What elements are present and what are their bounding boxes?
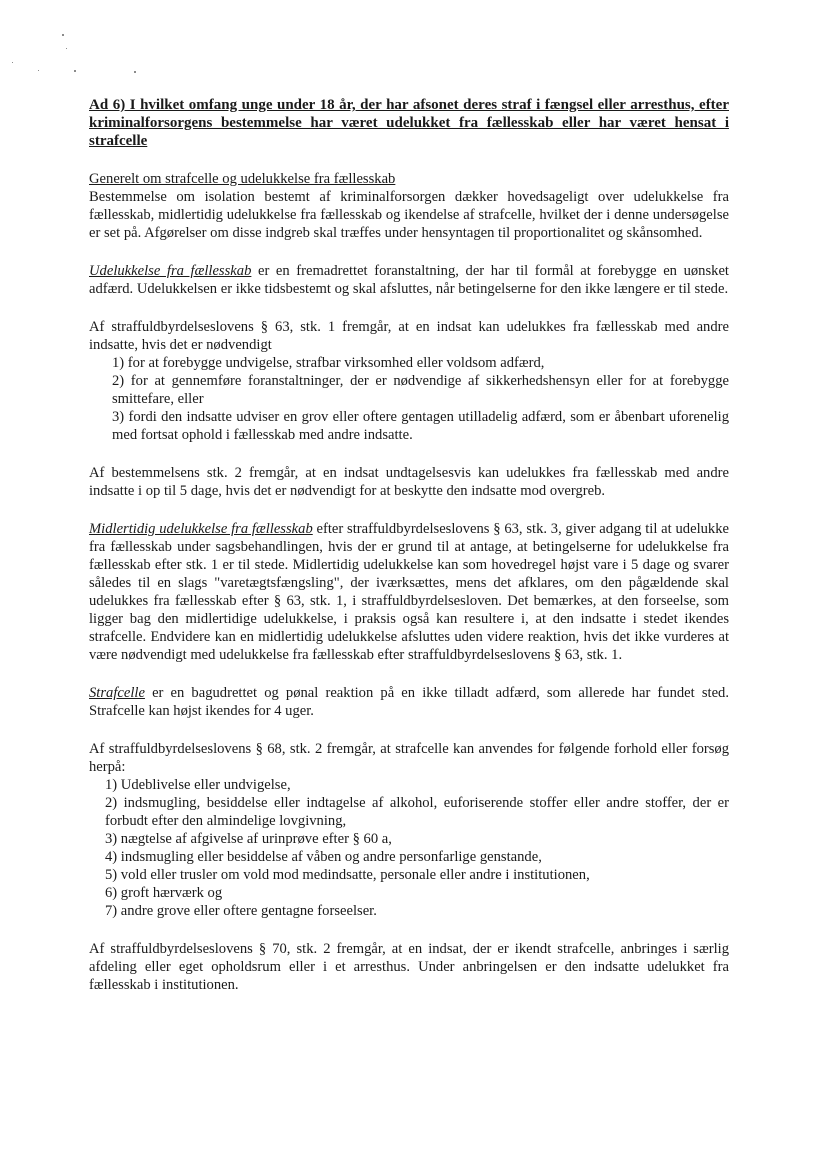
section-heading: Ad 6) I hvilket omfang unge under 18 år, der har afsonet deres straf i fængsel eller arresthus, efter kriminalforsorgens bestemmelse har været udelukket fra fællesskab eller har været hensat i strafcelle — [89, 97, 729, 149]
par68-intro: Af straffuldbyrdelseslovens § 68, stk. 2 fremgår, at strafcelle kan anvendes for følgende forhold eller forsøg herpå: — [89, 741, 729, 775]
list-item: 4) indsmugling eller besiddelse af våben og andre personfarlige genstande, — [105, 849, 542, 865]
list-item: 6) groft hærværk og — [105, 885, 223, 901]
document-body — [89, 96, 729, 994]
par63-list — [89, 354, 729, 444]
strafcelle-text: er en bagudrettet og pønal reaktion på en ikke tilladt adfærd, som allerede har fundet sted. Strafcelle kan højst ikendes for 4 uger. — [89, 685, 729, 719]
subheading-general: Generelt om strafcelle og udelukkelse fra fællesskab — [89, 171, 396, 187]
intro-paragraph: Bestemmelse om isolation bestemt af kriminalforsorgen dækker hovedsageligt over udelukkelse fra fællesskab, midlertidig udelukkelse fra fællesskab og ikendelse af strafcelle, hvilket der i denne undersøgelse er set på. Afgørelser om disse indgreb skal træffes under hensyntagen til proportionalitet og skånsomhed. — [89, 189, 729, 241]
midlertidig-paragraph — [89, 520, 729, 664]
udelukkelse-paragraph — [89, 262, 729, 298]
list-item: 2) for at gennemføre foranstaltninger, der er nødvendige af sikkerhedshensyn eller for at forebygge smittefare, eller — [112, 373, 729, 407]
list-item: 7) andre grove eller oftere gentagne forseelser. — [105, 903, 377, 919]
term-udelukkelse: Udelukkelse fra fællesskab — [89, 263, 252, 279]
list-item: 2) indsmugling, besiddelse eller indtagelse af alkohol, euforiserende stoffer eller andre stoffer, der er forbudt efter den almindelige lovgivning, — [105, 795, 729, 829]
list-item: 3) nægtelse af afgivelse af urinprøve efter § 60 a, — [105, 831, 392, 847]
strafcelle-paragraph — [89, 684, 729, 720]
midlertidig-text: efter straffuldbyrdelseslovens § 63, stk. 3, giver adgang til at udelukke fra fællesskab under sagsbehandlingen, hvis der er grund til at antage, at betingelserne for udelukkelse fra fællesskab efter stk. 1 er til stede. Midlertidig udelukkelse kan som hovedregel højst vare i 5 dage og svarer således til en slags "varetægtsfængsling", der iværksættes, mens det afklares, om den pågældende skal udelukkes fra fællesskab efter § 63, stk. 1, i straffuldbyrdelsesloven. Det bemærkes, at den forseelse, som ligger bag den midlertidige udelukkelse, i praksis også kan resultere i, at den indsatte i stedet ikendes strafcelle. Endvidere kan en midlertidig udelukkelse afsluttes uden videre reaktion, hvis det ikke vurderes at være nødvendigt med udelukkelse fra fællesskab efter straffuldbyrdelseslovens § 63, stk. 1. — [89, 521, 729, 663]
udelukkelse-text: er en fremadrettet foranstaltning, der har til formål at forebygge en uønsket adfærd. Udelukkelsen er ikke tidsbestemt og skal afsluttes, når betingelserne for den ikke længere er til stede. — [89, 263, 729, 297]
par63-intro: Af straffuldbyrdelseslovens § 63, stk. 1 fremgår, at en indsat kan udelukkes fra fællesskab med andre indsatte, hvis det er nødvendigt — [89, 319, 729, 353]
list-item: 3) fordi den indsatte udviser en grov eller oftere gentagen utilladelig adfærd, som er åbenbart uforenelig med fortsat ophold i fællesskab med andre indsatte. — [112, 409, 729, 443]
term-strafcelle: Strafcelle — [89, 685, 145, 701]
term-midlertidig: Midlertidig udelukkelse fra fællesskab — [89, 521, 313, 537]
list-item: 1) for at forebygge undvigelse, strafbar virksomhed eller voldsom adfærd, — [112, 355, 545, 371]
list-item: 1) Udeblivelse eller undvigelse, — [105, 777, 291, 793]
list-item: 5) vold eller trusler om vold mod medindsatte, personale eller andre i institutionen, — [105, 867, 590, 883]
stk2-paragraph: Af bestemmelsens stk. 2 fremgår, at en indsat undtagelsesvis kan udelukkes fra fællesskab med andre indsatte i op til 5 dage, hvis det er nødvendigt for at beskytte den indsatte mod overgreb. — [89, 465, 729, 499]
par68-list — [89, 776, 729, 920]
par70-paragraph: Af straffuldbyrdelseslovens § 70, stk. 2 fremgår, at en indsat, der er ikendt strafcelle, anbringes i særlig afdeling eller eget opholdsrum eller i et arresthus. Under anbringelsen er den indsatte udelukket fra fællesskab i institutionen. — [89, 941, 729, 993]
